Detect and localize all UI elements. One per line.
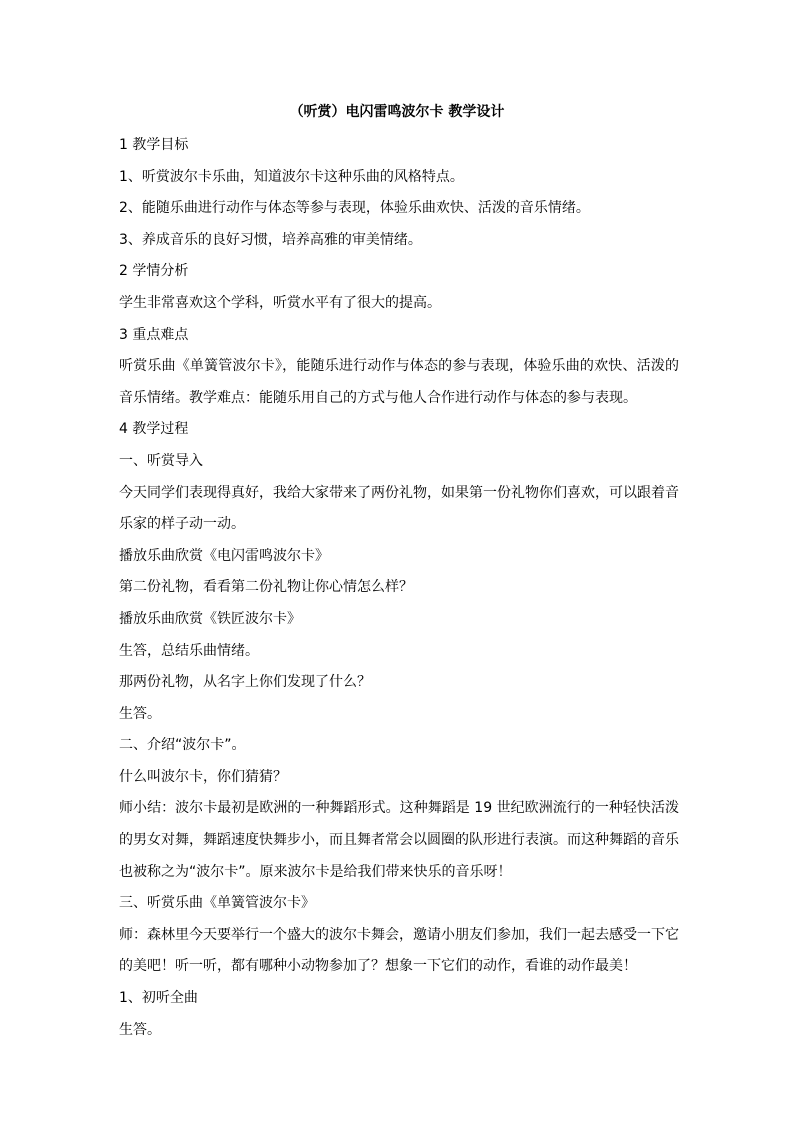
section-polka-intro: 二、介绍“波尔卡”。 [119, 737, 246, 754]
heading-teaching-goals: 1 教学目标 [119, 137, 189, 153]
first-listen: 1、初听全曲 [119, 990, 198, 1007]
teacher-forest-text: 师：森林里今天要举行一个盛大的波尔卡舞会，邀请小朋友们参加，我们一起去感受一下它的美吧！听一听，都有哪种小动物参加了？想象一下它们的动作，看谁的动作最美！ [119, 926, 679, 975]
teacher-summary: 师小结：波尔卡最初是欧洲的一种舞蹈形式。这种舞蹈是 19 世纪欧洲流行的一种轻快活泼的男女对舞，舞蹈速度快舞步小，而且舞者常会以圆圈的队形进行表演。而这种舞蹈的音乐也被称之为“波尔卡”。原来波尔卡是给我们带来快乐的音乐呀！ [119, 800, 679, 880]
heading-student-analysis: 2 学情分析 [119, 263, 189, 280]
student-answer-1: 生答。 [119, 705, 161, 722]
heading-key-points: 3 重点难点 [119, 326, 189, 343]
goal-item-3: 3、养成音乐的良好习惯，培养高雅的审美情绪。 [119, 231, 422, 248]
goal-item-2: 2、能随乐曲进行动作与体态等参与表现，体验乐曲欢快、活泼的音乐情绪。 [119, 200, 590, 217]
document-title: （听赏）电闪雷鸣波尔卡 教学设计 [289, 104, 505, 120]
polka-question: 什么叫波尔卡，你们猜猜？ [119, 768, 287, 785]
document-body [119, 130, 679, 1046]
goal-item-1: 1、听赏波尔卡乐曲，知道波尔卡这种乐曲的风格特点。 [119, 168, 464, 185]
second-gift-text: 第二份礼物，看看第二份礼物让你心情怎么样？ [119, 579, 413, 596]
key-points-text: 听赏乐曲《单簧管波尔卡》，能随乐进行动作与体态的参与表现，体验乐曲的欢快、活泼的音乐情绪。教学难点：能随乐用自己的方式与他人合作进行动作与体态的参与表现。 [119, 358, 679, 406]
heading-teaching-process: 4 教学过程 [119, 421, 189, 438]
play-music-1: 播放乐曲欣赏《电闪雷鸣波尔卡》 [119, 547, 329, 564]
intro-text: 今天同学们表现得真好，我给大家带来了两份礼物，如果第一份礼物你们喜欢，可以跟着音乐家的样子动一动。 [119, 484, 679, 533]
gift-name-question: 那两份礼物，从名字上你们发现了什么？ [119, 674, 371, 691]
section-listening-intro: 一、听赏导入 [119, 452, 203, 469]
student-answer-summary: 生答，总结乐曲情绪。 [119, 642, 259, 659]
student-answer-2: 生答。 [119, 1021, 161, 1038]
play-music-2: 播放乐曲欣赏《铁匠波尔卡》 [119, 610, 301, 627]
student-analysis-text: 学生非常喜欢这个学科，听赏水平有了很大的提高。 [119, 294, 441, 311]
section-clarinet-polka: 三、听赏乐曲《单簧管波尔卡》 [119, 895, 315, 912]
